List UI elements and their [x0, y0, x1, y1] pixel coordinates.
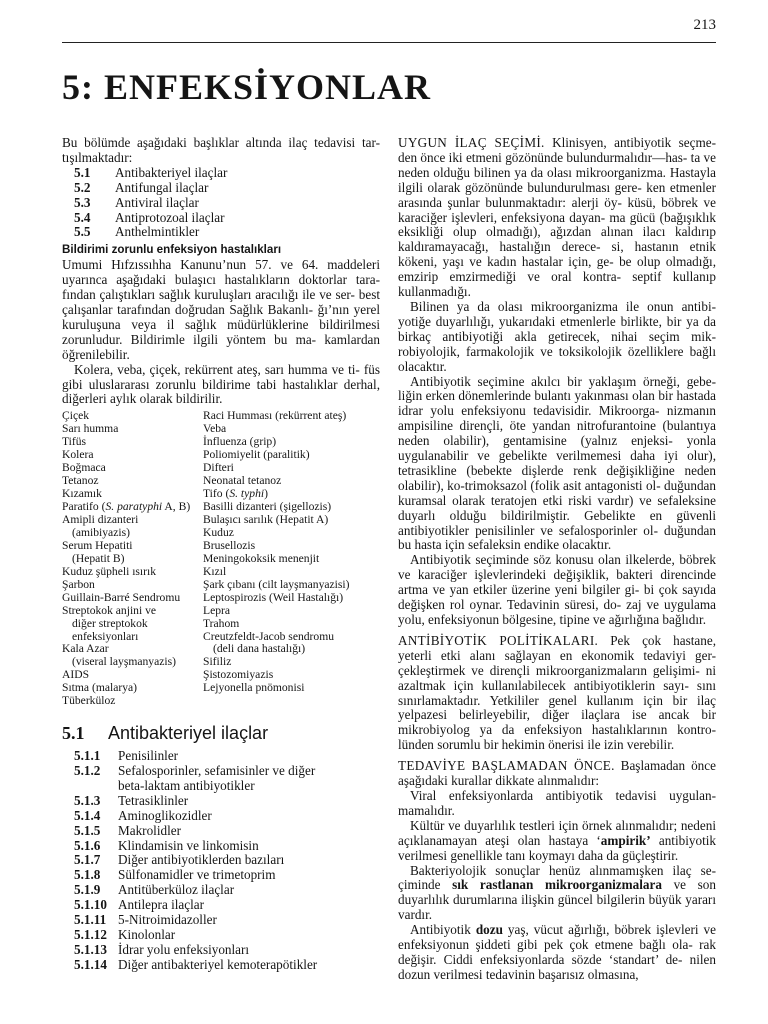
contents-item-number: 5.2	[74, 179, 91, 195]
before-paragraph-5	[398, 923, 716, 983]
disease-entry: enfeksiyonları	[72, 629, 139, 643]
disease-entry: Sıtma (malarya)	[62, 681, 138, 695]
subsection-number: 5.1.1	[74, 748, 101, 764]
disease-entry: Brusellozis	[203, 538, 256, 552]
disease-entry: Leptospirozis (Weil Hastalığı)	[203, 590, 344, 604]
empirical-term: ampirik’	[600, 832, 651, 848]
subsection-label-continuation: beta-laktam antibiyotikler	[118, 777, 255, 793]
before-paragraph-2: Viral enfeksiyonlarda antibiyotik tedavisi uygulan- mamalıdır.	[398, 787, 716, 818]
subsection-item	[62, 868, 380, 883]
subsection-item	[62, 853, 380, 868]
notifiable-diseases-heading: Bildirimi zorunlu enfeksiyon hastalıkları	[62, 243, 282, 257]
disease-entry: Kızamık	[62, 487, 102, 501]
dose-term: dozu	[475, 922, 503, 938]
selection-paragraph-1	[398, 136, 716, 300]
disease-entry: Sarı humma	[62, 422, 119, 436]
subsection-list	[62, 749, 380, 973]
policy-text: Pek çok hastane, yeterli etki alanı sağlayan en ekonomik tedaviyi ger- çekleştirmek ve dirençli mikroorganizmaların gelişimi- ni azaltmak için kullanılabilecek antibiyotiklerin sayı- sını sınırlamaktadır. Yetkililer genel kullanım için bir ilaç yelpazesi belirleyebilir, diğer ilaçlara ise ancak bir mikrobiyolog ya da enfeksiyon hastalıklarının kontro- lünden sorumlu bir hekimin önerisi ile izin verebilir.	[398, 632, 717, 753]
subsection-number: 5.1.4	[74, 807, 101, 823]
contents-item-label: Antibakteriyel ilaçlar	[115, 164, 228, 180]
contents-item-label: Antifungal ilaçlar	[115, 179, 209, 195]
subsection-item	[62, 898, 380, 913]
subsection-label: Tetrasiklinler	[118, 792, 189, 808]
notifiable-paragraph-2: Kolera, veba, çiçek, rekürrent ateş, sarı humma ve ti- füs gibi uluslararası zorunlu bildirime tabi hastalıklar derhal, diğerleri aylık olarak bildirilir.	[62, 361, 380, 407]
subsection-number: 5.1.8	[74, 867, 101, 883]
notifiable-paragraph-1: Umumi Hıfzıssıhha Kanunu’nun 57. ve 64. maddeleri uyarınca aşağıdaki bulaşıcı hastalıkların doktorlar tara- fından çalıştıkları sağlık kuruluşları aracılığı ile ve ser- best çalışanlar tarafından doğrudan Sağlık Bakanlı- ğı’nın yerel kuruluşuna veya il sağlık müdürlüklerine bildirilmesi zorunludur. Bildirimle ilgili yöntem bu ma- kamlardan öğrenilebilir.	[62, 257, 380, 362]
intro-text: Bu bölümde aşağıdaki başlıklar altında ilaç tedavisi tar- tışılmaktadır:	[62, 135, 380, 165]
disease-entry: Poliomiyelit (paralitik)	[203, 448, 310, 462]
section-title: Antibakteriyel ilaçlar	[108, 723, 269, 744]
subsection-label: İdrar yolu enfeksiyonları	[118, 941, 250, 957]
contents-item	[62, 181, 380, 196]
subsection-label: Penisilinler	[118, 748, 179, 764]
subsection-number: 5.1.10	[74, 897, 107, 913]
common-organisms-term: sık rastlanan mikroorganizmalara	[452, 877, 662, 893]
subsection-item	[62, 809, 380, 824]
disease-entry: (Hepatit B)	[72, 551, 125, 565]
disease-entry: Creutzfeldt-Jacob sendromu	[203, 629, 335, 643]
contents-item	[62, 196, 380, 211]
disease-entry: Meningokoksik menenjit	[203, 551, 320, 565]
disease-entry: Kolera	[62, 448, 94, 462]
contents-item	[62, 225, 380, 240]
disease-entry: Difteri	[203, 461, 234, 475]
subsection-label: Klindamisin ve linkomisin	[118, 837, 259, 853]
subsection-item	[62, 839, 380, 854]
policy-heading: ANTİBİYOTİK POLİTİKALARI.	[398, 632, 599, 648]
disease-entry: Çiçek	[62, 409, 90, 423]
page-number: 213	[693, 17, 716, 33]
contents-item-label: Antiprotozoal ilaçlar	[115, 209, 225, 225]
selection-paragraph-2: Bilinen ya da olası mikroorganizma ile onun antibi- yotiğe duyarlılığı, yukarıdaki etmenlerle birlikte, bir ya da birkaç antibiyotiği akla getirecek, nihai seçim mik- robiyolojik, farmakolojik ve toksikolojik özelliklere bağlı olacaktır.	[398, 298, 716, 374]
disease-entry: Şark çıbanı (cilt layşmanyazisi)	[203, 577, 350, 591]
subsection-label: Makrolidler	[118, 822, 181, 838]
selection-text-1: Klinisyen, antibiyotik seçme- den önce iki etmeni gözönünde bulundurmalıdır—has- ta ve neden olduğu bilinen ya da olası mikroorganizma. Hastayla ilgili olarak gözönünde bulundurulması gere- ken etmenler arasında şunlar bulunmaktadır: alerji öy- küsü, böbrek ve karaciğer işlevleri, enfeksiyona dayan- ma gücü (bağışıklık eksikliği olup olmadığı), ağızdan alınan ilacı kaldırıp kaldıramayacağı, hastalığın derece- si, hastanın etnik kökeni, yaşı ve kadın hastalar için, ge- be olup olmadığı, emzirip emzirmediği ve oral kontra- septif kullanıp kullanmadığı.	[398, 135, 717, 300]
subsection-item	[62, 958, 380, 973]
subsection-item	[62, 943, 380, 958]
disease-entry: Bulaşıcı sarılık (Hepatit A)	[203, 512, 329, 526]
contents-item	[62, 166, 380, 181]
subsection-item	[62, 794, 380, 809]
before-paragraph-4	[398, 864, 716, 924]
contents-item-label: Antiviral ilaçlar	[115, 194, 199, 210]
contents-item-number: 5.5	[74, 224, 91, 240]
before-paragraph-1	[398, 759, 716, 789]
disease-entry: Paratifo (S. paratyphi A, B)	[62, 499, 191, 513]
subsection-item	[62, 928, 380, 943]
disease-entry: Tüberküloz	[62, 694, 116, 708]
subsection-item	[62, 883, 380, 898]
subsection-label: Sülfonamidler ve trimetoprim	[118, 867, 276, 883]
disease-entry: Kuduz şüpheli ısırık	[62, 564, 157, 578]
before-text-3a: Kültür ve duyarlılık testleri için örnek alınmalıdır; nedeni açıklanamayan ateşi olan hastaya ‘	[398, 817, 716, 848]
subsection-label: Antilepra ilaçlar	[118, 897, 205, 913]
selection-heading: UYGUN İLAÇ SEÇİMİ.	[398, 135, 545, 150]
selection-paragraph-3: Antibiyotik seçimine akılcı bir yaklaşım örneği, gebe- liğin erken dönemlerinde bulantı yakınması olan bir hastada idrar yolu enfeksiyonu tedavisidir. Mikroorga- nizmanın ampisiline dirençli, öte yandan nitrofurantoine (bulantıya neden olabilir), gentamisine (yalnız enjeksi- yonla uygulanabilir ve gebelikte verilmemesi daha iyi olur), tetrasikline (bebekte dişlerde renk değişikliğine neden olabilir), ko-trimoksazol (folik asit antagonisti ol- duğundan kuramsal olarak teratojen etki riski vardır) ve sefaleksine duyarlı olduğu bildirilmiştir. Gebelikte en güvenli antibiyotikler penisilinler ve sefalosporinler ol- duğundan bu hasta için sefaleksin endike olacaktır.	[398, 373, 716, 553]
policy-paragraph	[398, 634, 716, 753]
subsection-number: 5.1.14	[74, 956, 107, 972]
contents-item-number: 5.3	[74, 194, 91, 210]
before-heading: TEDAVİYE BAŞLAMADAN ÖNCE.	[398, 758, 615, 774]
section-number: 5.1	[62, 723, 85, 744]
disease-entry: Tifüs	[62, 435, 87, 449]
section-heading	[62, 723, 380, 744]
disease-entry: Guillain-Barré Sendromu	[62, 590, 181, 604]
disease-entry: Kuduz	[203, 525, 234, 539]
before-paragraph-3	[398, 819, 716, 864]
header-rule	[62, 42, 716, 43]
disease-entry: AIDS	[62, 668, 90, 682]
disease-entry: Serum Hepatiti	[62, 538, 133, 552]
disease-entry: Kızıl	[203, 564, 227, 578]
subsection-number: 5.1.12	[74, 927, 107, 943]
contents-item	[62, 211, 380, 226]
disease-entry: Kala Azar	[62, 642, 109, 656]
diseases-column-right	[203, 410, 380, 708]
subsection-label: Kinolonlar	[118, 927, 176, 943]
subsection-number: 5.1.7	[74, 852, 101, 868]
before-text-4c: ve son duyarlılık durumlarına ilişkin güncel bilgilerin büyük yararı vardır.	[398, 877, 716, 923]
disease-entry: Sifiliz	[203, 655, 232, 669]
selection-paragraph-4: Antibiyotik seçiminde söz konusu olan ilkelerde, böbrek ve karaciğer işlevlerindeki değişiklik, bakteri direncinde artma ve yan etkiler üzerine yeni bilgiler gi- bi çok sayıda değişken rol oynar. Tedavinin süresi, do- zaj ve uygulama yolu, enfeksiyonun bölgesine, tipine ve ağırlığına bağlıdır.	[398, 552, 716, 627]
before-text-5a: Antibiyotik	[410, 922, 476, 938]
subsection-number: 5.1.6	[74, 837, 101, 853]
subsection-item	[62, 824, 380, 839]
disease-entry: Şistozomiyazis	[203, 668, 274, 682]
disease-entry: (viseral layşmanyazis)	[72, 655, 176, 669]
disease-entry: Trahom	[203, 616, 240, 630]
subsection-number: 5.1.9	[74, 882, 101, 898]
disease-entry: İnfluenza (grip)	[203, 435, 277, 449]
before-text-5c: yaş, vücut ağırlığı, böbrek işlevleri ve enfeksiyonun şiddeti gibi pek çok etmene bağlı ola- rak değişir. Ciddi enfeksiyonlarda sözde ‘standart’ de- nilen dozun verilmesi tedavinin başarısız olmasına,	[398, 922, 717, 982]
chapter-contents-list	[62, 166, 380, 241]
disease-entry: Şarbon	[62, 577, 95, 591]
disease-entry: Boğmaca	[62, 461, 106, 475]
subsection-label: Sefalosporinler, sefamisinler ve diğer	[118, 763, 316, 779]
subsection-number: 5.1.11	[74, 912, 107, 928]
contents-item-number: 5.4	[74, 209, 91, 225]
disease-entry: (deli dana hastalığı)	[213, 642, 306, 656]
subsection-number: 5.1.3	[74, 792, 101, 808]
chapter-title: 5: ENFEKSİYONLAR	[62, 67, 432, 107]
subsection-label: Diğer antibakteriyel kemoterapötikler	[118, 956, 318, 972]
subsection-number: 5.1.2	[74, 763, 101, 779]
subsection-label: Aminoglikozidler	[118, 807, 212, 823]
disease-entry: (amibiyazis)	[72, 525, 130, 539]
before-text-4a: Bakteriyolojik sonuçlar henüz alınmamışken ilaç se- çiminde	[398, 862, 716, 893]
subsection-label: Diğer antibiyotiklerden bazıları	[118, 852, 285, 868]
subsection-item	[62, 913, 380, 928]
disease-entry: Neonatal tetanoz	[203, 474, 282, 488]
subsection-item	[62, 749, 380, 764]
notifiable-diseases-table	[62, 410, 380, 708]
disease-entry: Lejyonella pnömonisi	[203, 681, 305, 695]
disease-entry: Amipli dizanteri	[62, 512, 139, 526]
disease-entry: Lepra	[203, 603, 231, 617]
subsection-number: 5.1.5	[74, 822, 101, 838]
disease-entry: Veba	[203, 422, 227, 436]
before-text-1: Başlamadan önce aşağıdaki kurallar dikkate alınmalıdır:	[398, 758, 716, 789]
before-text-3c: antibiyotik verilmesi genellikle tanı koymayı daha da güçleştirir.	[398, 832, 716, 863]
subsection-number: 5.1.13	[74, 941, 107, 957]
left-column	[62, 136, 380, 973]
right-column	[398, 136, 716, 983]
contents-item-label: Anthelmintikler	[115, 224, 200, 240]
disease-entry: Tifo (S. typhi)	[203, 487, 268, 501]
contents-item-number: 5.1	[74, 164, 91, 180]
disease-entry: Tetanoz	[62, 474, 99, 488]
subsection-label: 5-Nitroimidazoller	[118, 912, 217, 928]
diseases-column-left	[62, 410, 203, 708]
disease-entry: diğer streptokok	[72, 616, 148, 630]
disease-entry: Basilli dizanteri (şigellozis)	[203, 499, 332, 513]
disease-entry: Streptokok anjini ve	[62, 603, 157, 617]
disease-entry: Raci Humması (rekürrent ateş)	[203, 409, 347, 423]
subsection-label: Antitüberküloz ilaçlar	[118, 882, 235, 898]
subsection-item	[62, 764, 380, 779]
